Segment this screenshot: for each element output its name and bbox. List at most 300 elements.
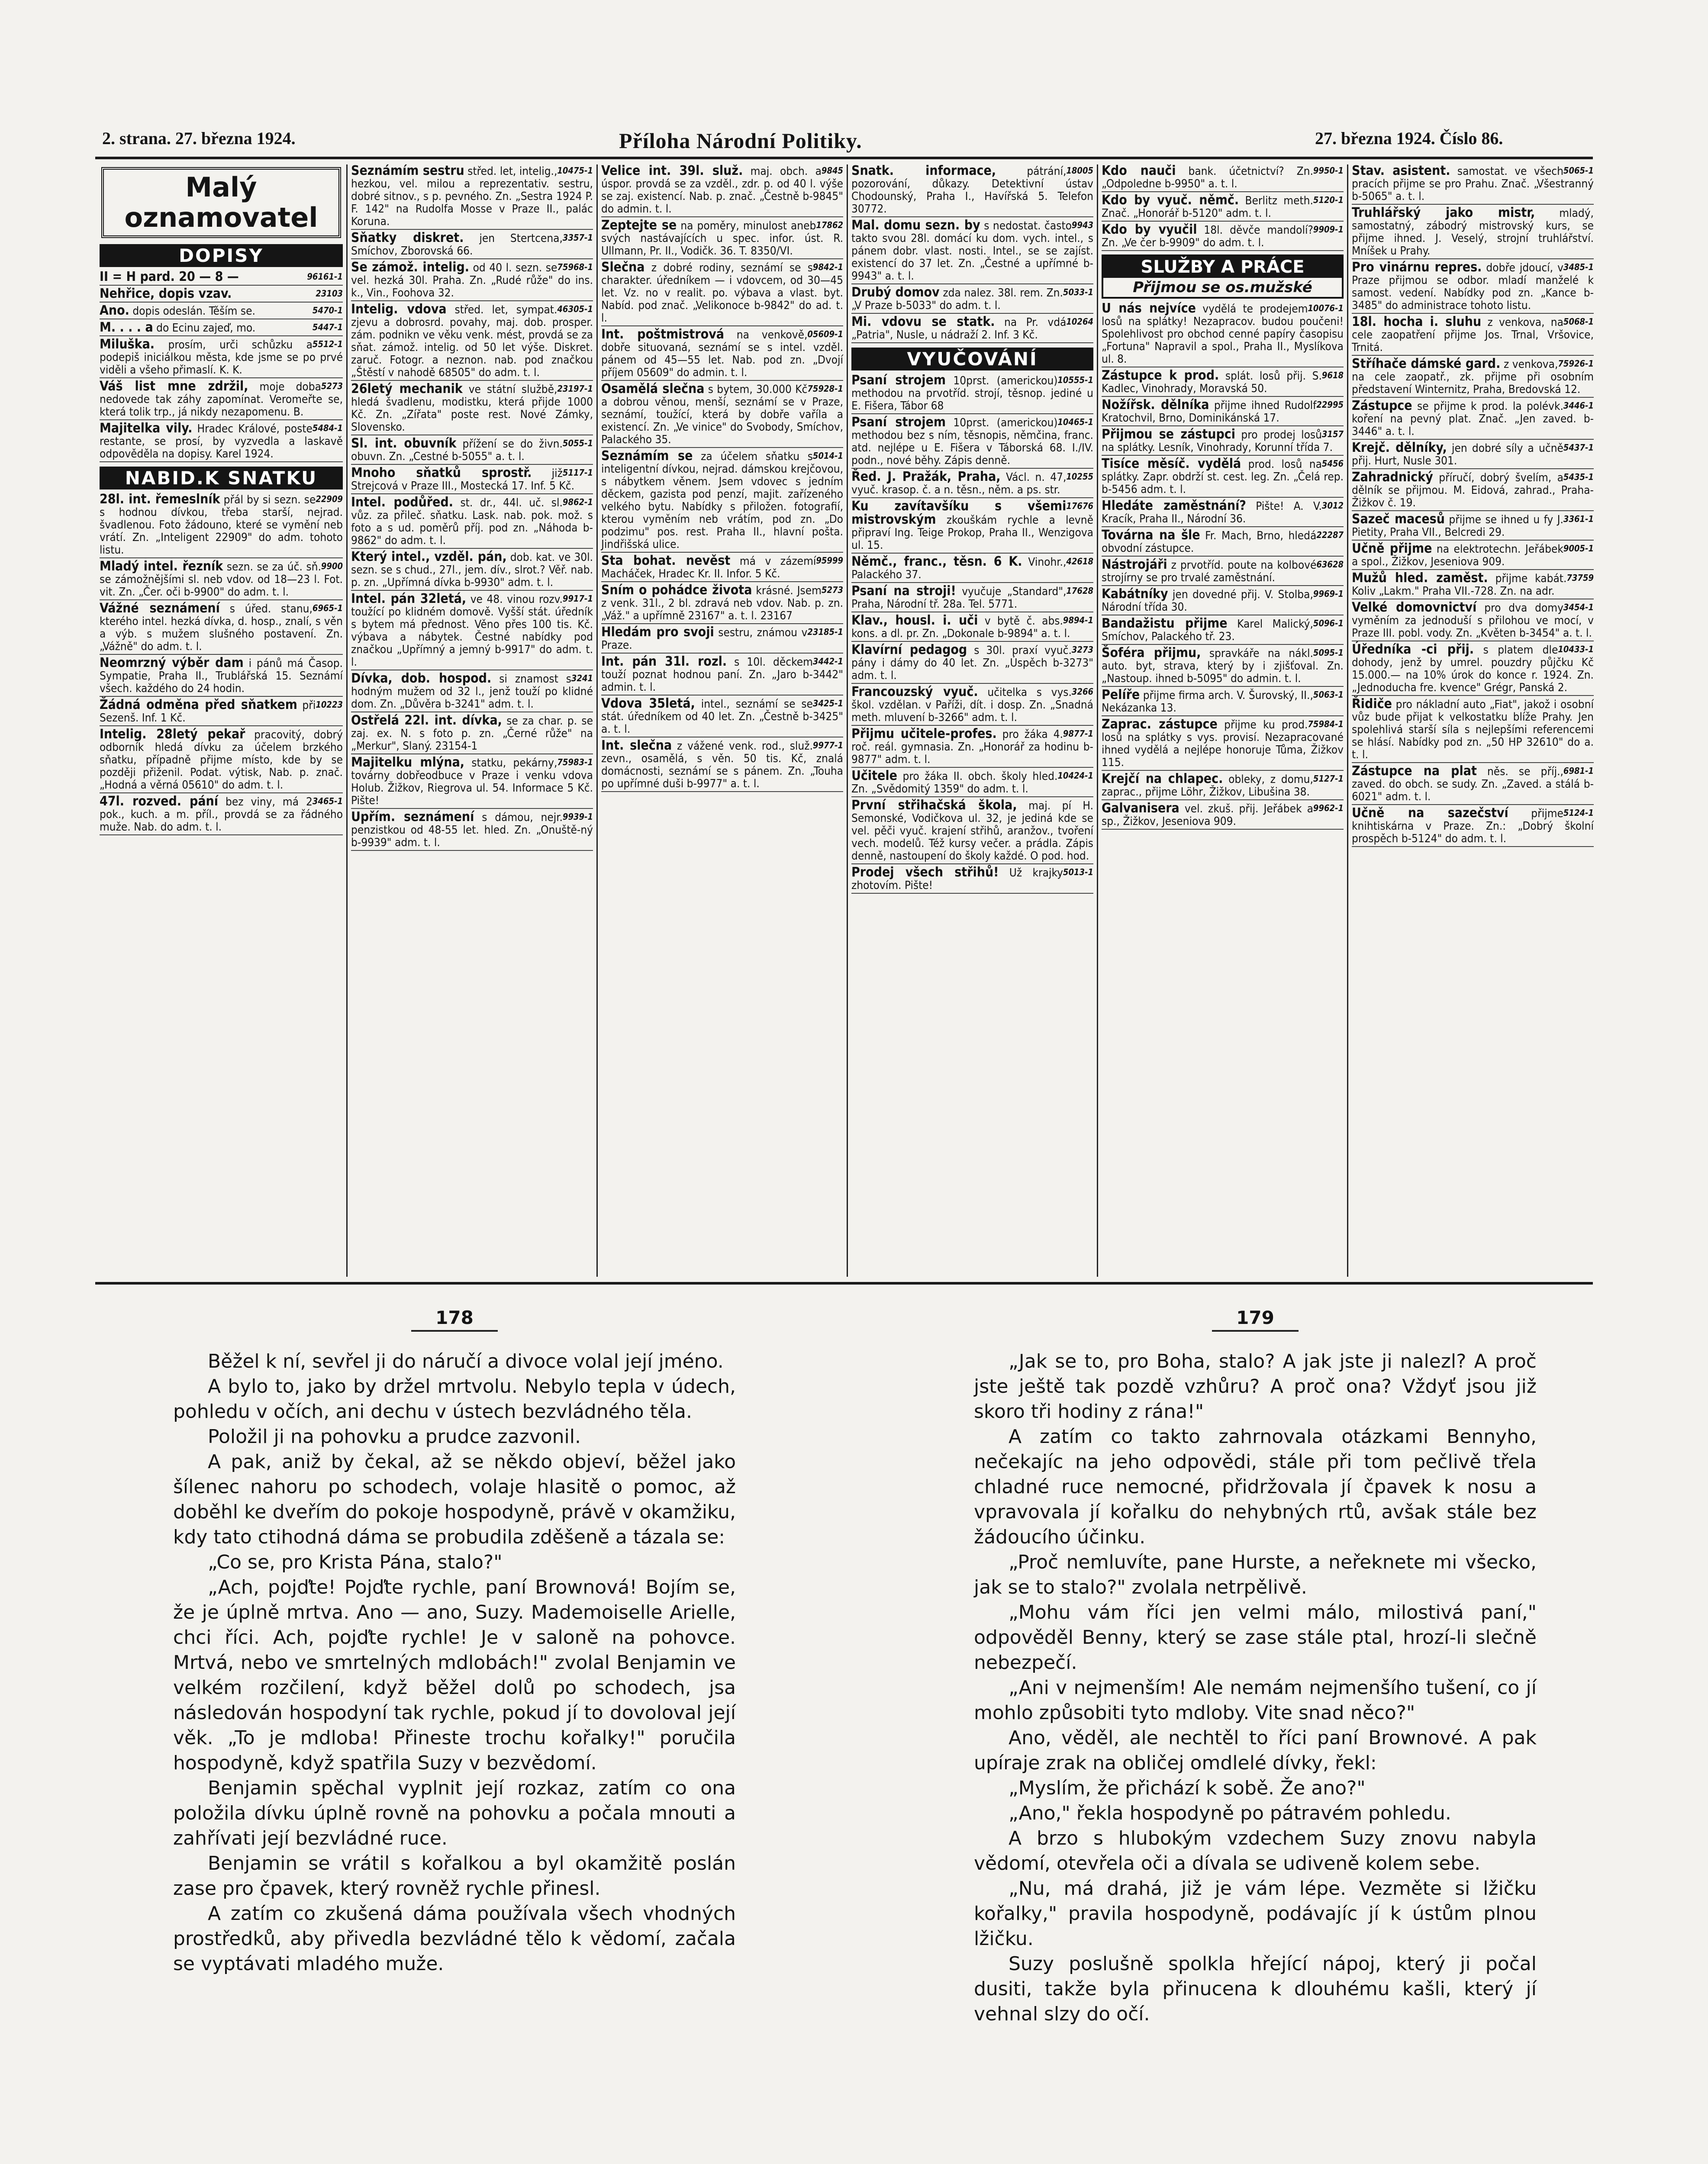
- ad-code: 9969-1: [1313, 589, 1344, 599]
- ad-title: Krejčí na chlapec.: [1102, 771, 1223, 786]
- ad-code: 3442-1: [812, 656, 843, 667]
- classified-ad: [851, 416, 1093, 469]
- ad-code: 63628: [1316, 559, 1344, 570]
- ad-title: Slečna: [601, 260, 645, 275]
- ad-text: si znamost s hodným mužem od 32 l., jenž touží po klidné dom. Zn. „Důvěra b-3241" adm. t. l.: [351, 673, 593, 711]
- classified-ad: [851, 585, 1093, 612]
- classified-ad: [851, 164, 1093, 217]
- ad-code: 42618: [1066, 556, 1093, 567]
- ad-code: 3465-1: [312, 796, 343, 806]
- ad-title: Vdova 35letá,: [601, 696, 695, 711]
- ad-title: Bandažistu přijme: [1102, 616, 1228, 631]
- ad-text: učitelka s vys. škol. vzdělan. v Paříži, dít. i dosp. Zn. „Snadná meth. mluvení b-3266" adm. t. l.: [851, 686, 1093, 724]
- ad-text: z venkova, na cele zaopatření přijme Jos. Trnal, Vršovice, Trnitá.: [1352, 316, 1594, 354]
- classified-ad: [1102, 588, 1344, 615]
- ad-text: bank. účetnictví? Zn. „Odpoledne b-9950" a. t. l.: [1102, 165, 1313, 190]
- classified-ad: [601, 697, 843, 737]
- ad-text: v bytě č. abs. kons. a dl. pr. Zn. „Dokonale b-9894" a. t. l.: [851, 615, 1070, 640]
- ad-code: 9943: [1071, 220, 1093, 230]
- classified-ad: [100, 321, 343, 336]
- ad-title: Přijmou se zástupci: [1102, 427, 1236, 442]
- ad-title: Kdo by vyučil: [1102, 222, 1197, 237]
- ad-title: Sta bohat. nevěst: [601, 553, 731, 568]
- ad-text: již Strejcová v Praze III., Mostecká 17. Inf. 5 Kč.: [351, 467, 575, 493]
- classified-ad: [1352, 542, 1594, 570]
- classified-ad: [1102, 399, 1344, 426]
- ad-text: prod. losů na splátky. Zapr. obdrží st. cest. leg. Zn. „Čelá rep. b-5456 adm. t. l.: [1102, 458, 1344, 496]
- ad-text: pro žáka 4. roč. reál. gymnasia. Zn. „Honorář za hodinu b-9877" adm. t. l.: [851, 728, 1093, 766]
- classified-ad: [601, 450, 843, 553]
- ad-title: Pro vinárnu repres.: [1352, 260, 1482, 275]
- ad-text: jen dovedné přij. V. Stolba, Národní třída 30.: [1102, 588, 1313, 614]
- ad-text: pro nákladní auto „Fiat", jakož i osobní vůz bude přijat k velkostatku blíže Prahy. Jen spolehlivá starší síla s nejlepšími referencemi se hlásí. Nabídky pod zn. „50 HP 32610" do a. t. l.: [1352, 698, 1594, 761]
- ad-text: na elektrotechn. Jeřábek a spol., Žižkov, Jeseniova 909.: [1352, 543, 1563, 568]
- classified-ad: [351, 496, 593, 549]
- classified-ad: [351, 756, 593, 809]
- ad-code: 3454-1: [1563, 602, 1594, 612]
- ad-code: 9939-1: [562, 812, 593, 822]
- ad-code: 46305-1: [557, 304, 593, 314]
- ad-code: 5447-1: [312, 322, 343, 332]
- classified-ad: [1352, 471, 1594, 511]
- ad-text: přál by si sezn. se s hodnou dívkou, třeba starší, nejrad. švadlenou. Foto žádouno, které se vymění neb vrátí. Zn. „Inteligent 22909" do adm. tohoto listu.: [100, 493, 343, 557]
- novel-paragraph: A pak, aniž by čekal, až se někdo objeví, běžel jako šílenec nahoru po schodech, volaje hlasitě o pomoc, až doběhl ke dveřím do pokoje hospodyně, právě v okamžiku, kdy tato ctihodná dáma se probudila zděšeně a tázala se:: [173, 1451, 736, 1548]
- ad-title: Zaprac. zástupce: [1102, 717, 1218, 732]
- ad-code: 3266: [1071, 686, 1093, 697]
- ad-title: 47l. rozved. pání: [100, 794, 218, 809]
- ad-text: pracovitý, dobrý odborník hledá dívku za účelem brzkého sňatku, případně přijme místo, kde by se později přiženil. Podat. výtisk, Nab. p. znač. „Hodná a věrná 05610" do adm. t. l.: [100, 728, 343, 792]
- classified-ad: [351, 261, 593, 301]
- ad-code: 75983-1: [557, 757, 593, 767]
- ad-text: přijme kabát. Koliv „Lakm." Praha VII.-728. Zn. na adr.: [1352, 572, 1567, 598]
- classified-ad: [1102, 617, 1344, 645]
- ad-title: Intel. podůřed.: [351, 495, 453, 510]
- ad-code: 9909-1: [1313, 224, 1344, 235]
- ad-text: z venkova, na cele zaopatř., zk. přijme při osobním představení Winternitz, Praha, Bredovská 12.: [1352, 358, 1594, 396]
- classified-ad: [601, 328, 843, 381]
- section-banner: NABID.K SNATKU: [100, 467, 343, 489]
- ad-code: 5470-1: [312, 305, 343, 316]
- section-banner: DOPISY: [100, 244, 343, 267]
- ad-text: vel. zkuš. přij. Jeřábek a sp., Žižkov, Jeseniova 909.: [1102, 802, 1313, 828]
- ad-text: intel., seznámí se se stát. úředníkem od 40 let. Zn. „Čestně b-3425" a. t. l.: [601, 698, 843, 736]
- ad-title: Zeptejte se: [601, 218, 677, 233]
- ad-code: 22995: [1316, 399, 1344, 410]
- ad-code: 9842-1: [812, 262, 843, 272]
- novel-paragraph: Benjamin spěchal vyplnit její rozkaz, zatím co ona položila dívku úplně rovně na pohovku a počala mnouti a zahřívati její bezvládné ruce.: [173, 1777, 736, 1849]
- ad-text: dobře jdoucí, v Praze přijmou se odbor. mladí manželé k samost. vedení. Nabídky pod zn. „Kance b-3485" do administrace tohoto listu.: [1352, 261, 1594, 312]
- classified-ad: [851, 614, 1093, 642]
- novel-page-right: [974, 1307, 1537, 2164]
- ad-title: Zástupce k prod.: [1102, 368, 1219, 383]
- page-number-left: 178: [411, 1307, 498, 1332]
- ad-code: 3357-1: [562, 232, 593, 243]
- ad-text: zkouškám rychle a levně připraví Ing. Teige Prokop, Praha II., Wenzigova ul. 15.: [851, 514, 1093, 552]
- ad-code: 5095-1: [1313, 647, 1344, 658]
- ad-title: Sl. int. obuvník: [351, 436, 457, 451]
- ad-code: 9977-1: [812, 740, 843, 750]
- ad-text: dob. kat. ve 30l. sezn. se s chud., 27l., jem. dív., slrot.? Věř. nab. p. zn. „Upřímná dívka b-9930" adm. t. l.: [351, 551, 593, 589]
- ad-text: obleky, z domu, zaprac., přijme Löhr, Žižkov, Libušina 38.: [1102, 773, 1313, 799]
- classified-ad: [851, 316, 1093, 343]
- ad-code: 73759: [1566, 573, 1594, 583]
- ad-title: Galvanisera: [1102, 801, 1179, 816]
- classified-ad: [351, 593, 593, 670]
- section-banner-services: [1102, 254, 1344, 299]
- ad-code: 9894-1: [1063, 615, 1093, 625]
- ad-title: Mi. vdovu se statk.: [851, 314, 995, 329]
- novel-paragraph: „Co se, pro Krista Pána, stalo?": [208, 1551, 503, 1573]
- ad-code: 05609-1: [807, 329, 843, 339]
- ad-text: Hradec Králové, poste restante, se prosí, by vyzvedla a laskavě odpověděla na dopisy. Karel 1924.: [100, 422, 343, 460]
- ad-text: sestru, známou v Praze.: [601, 626, 808, 652]
- ad-code: 10264: [1066, 316, 1093, 327]
- ad-text: Pište! A. V. Kracík, Praha II., Národní 36.: [1102, 500, 1322, 525]
- ad-text: vyučuje „Standard", Praha, Národní tř. 28a. Tel. 5771.: [851, 585, 1067, 611]
- ad-text: přijme se ihned u fy J. Pietity, Praha VII., Belcredi 29.: [1352, 513, 1563, 539]
- classified-ad: [1102, 164, 1344, 192]
- ad-text: s platem dle dohody, jenž by umrel. pouzdry půjčku Kč 15.000.— na 10% úrok do konce r. 1924. Zn. „Jednoducha fre. kvence" Grégr, Panská 2.: [1352, 644, 1594, 694]
- classified-ad: [601, 554, 843, 582]
- classified-ad: [851, 470, 1093, 498]
- classified-ad: [851, 219, 1093, 284]
- ad-title: Sním o pohádce života: [601, 583, 752, 598]
- classified-ad: [601, 219, 843, 259]
- ad-code: 9950-1: [1313, 165, 1344, 176]
- header-center: Příloha Národní Politiky.: [619, 129, 862, 153]
- classified-ad: [351, 164, 593, 230]
- ad-title: Seznámím se: [601, 448, 693, 464]
- ad-text: Berlitz meth. Znač. „Honorář b-5120" adm. t. l.: [1102, 194, 1313, 220]
- ad-code: 9845: [821, 165, 843, 176]
- classified-ad: [1102, 689, 1344, 716]
- ad-title: Přijmu učitele-profes.: [851, 726, 997, 741]
- novel-paragraph: „Ano," řekla hospodyně po pátravém pohledu.: [1009, 1802, 1451, 1824]
- classified-ad: [601, 383, 843, 448]
- ad-code: 9900: [321, 561, 343, 571]
- ad-code: 9917-1: [562, 593, 593, 604]
- ad-code: 5096-1: [1313, 618, 1344, 628]
- ad-code: 10255: [1066, 471, 1093, 482]
- ad-title: Mal. domu sezn. by: [851, 218, 980, 233]
- ad-code: 3241: [571, 673, 593, 683]
- classified-ad: [1352, 513, 1594, 541]
- ad-text: Už krajky zhotovím. Pište!: [851, 866, 1063, 892]
- ad-text: na poměry, minulost aneb svých nastávajících u spec. infor. úst. R. Ullmann, Pr. II., Vodičk. 36. T. 8350/VI.: [601, 219, 843, 258]
- ad-code: 5013-1: [1063, 867, 1093, 877]
- ad-title: Továrna na šle: [1102, 528, 1200, 543]
- ad-text: statku, pekárny, továrny dobřeodbuce v Praze i venku vdova Holub. Žižkov, Riegrova ul. 54. Informace 5 Kč. Pište!: [351, 757, 593, 807]
- ad-code: 10076-1: [1308, 303, 1344, 313]
- ad-title: Dívka, dob. hospod.: [351, 671, 492, 686]
- novel-paragraph: A brzo s hlubokým vzdechem Suzy znovu nabyla vědomí, otevřela oči a dívala se udiveně kolem sebe.: [974, 1827, 1537, 1874]
- classified-ad: [851, 555, 1093, 583]
- ad-text: Karel Malický, Smíchov, Palackého tř. 23.: [1102, 618, 1313, 643]
- novel-paragraph: Běžel k ní, sevřel ji do náručí a divoce volal její jméno.: [208, 1350, 724, 1372]
- page-number-right: 179: [1212, 1307, 1299, 1332]
- ad-title: Řed. J. Pražák, Praha,: [851, 469, 1001, 484]
- ad-code: 10223: [316, 699, 343, 710]
- ad-title: 26letý mechanik: [351, 381, 463, 396]
- classified-ad: [351, 303, 593, 381]
- section-title-box: Malý oznamovatel: [101, 167, 341, 238]
- ad-text: přijme firma arch. V. Šurovský, II., Nekázanka 13.: [1102, 689, 1313, 715]
- ad-title: Hledám pro svoji: [601, 625, 714, 640]
- ad-title: Drubý domov: [851, 285, 940, 300]
- classified-ad: [601, 739, 843, 792]
- ad-title: Osamělá slečna: [601, 381, 705, 396]
- ad-code: 5273: [321, 381, 343, 391]
- ad-text: krásné. Jsem z venk. 31l., 2 bl. zdravá neb vdov. Nab. p. zn. „Váž." a upřímně 23167" a. t. l. 23167: [601, 584, 843, 622]
- ad-code: 9962-1: [1313, 803, 1344, 813]
- classified-ad: [1352, 765, 1594, 805]
- novel-paragraph: „Myslím, že přichází k sobě. Že ano?": [1009, 1777, 1366, 1799]
- ad-title: Snatk. informace,: [851, 164, 996, 178]
- ad-text: s 10l. děckem touží poznat hodnou paní. Zn. „Jaro b-3442" admin. t. l.: [601, 656, 843, 694]
- ad-title: Int. pán 31l. rozl.: [601, 654, 727, 669]
- ad-text: samostat. ve všech pracích přijme se pro Prahu. Znač. „Všestranný b-5065" a. t. l.: [1352, 165, 1594, 203]
- ad-code: 5127-1: [1313, 773, 1344, 784]
- novel-text-right: [974, 1349, 1537, 2027]
- ad-title: Který intel., vzděl. pán,: [351, 549, 507, 564]
- ad-code: 5068-1: [1563, 316, 1594, 327]
- ad-code: 3485-1: [1563, 262, 1594, 272]
- ad-code: 10475-1: [557, 165, 593, 176]
- ad-title: Krejč. dělníky,: [1352, 440, 1447, 455]
- ad-text: na Pr. vdá „Patria", Nusle, u nádraží 2. Inf. 3 Kč.: [851, 316, 1067, 341]
- classified-ad: [1352, 572, 1594, 599]
- ad-title: Majitelka vily.: [100, 421, 193, 436]
- ad-text: pátrání, pozorování, důkazy. Detektivní ústav Chodounský, Praha I., Havířská 5. Telefon 30772.: [851, 165, 1093, 216]
- ad-code: 18005: [1066, 165, 1093, 176]
- ad-title: Nehřice, dopis vzav.: [100, 286, 232, 301]
- ad-code: 5063-1: [1313, 689, 1344, 700]
- novel-paragraph: Suzy poslušně spolkla hřející nápoj, který ji počal dusiti, takže byla přinucena k dlouhému kašli, který jí vehnal slzy do očí.: [974, 1953, 1537, 2025]
- ad-code: 23103: [316, 288, 343, 299]
- ad-title: Zástupce na plat: [1352, 763, 1477, 779]
- ad-code: 5065-1: [1563, 165, 1594, 176]
- ad-text: dopis odeslán. Těším se.: [132, 305, 255, 318]
- classified-ad: [100, 795, 343, 835]
- ad-title: Mnoho sňatků sprostř.: [351, 465, 532, 480]
- ad-text: od 40 l. sezn. se vel. hezká 30l. Praha. Zn. „Rudé růže" do ins. k., Vin., Foohova 32.: [351, 261, 593, 299]
- classified-ad: [100, 380, 343, 420]
- ad-code: 5437-1: [1563, 442, 1594, 453]
- ad-title: Psaní strojem: [851, 415, 946, 430]
- ad-text: Fr. Mach, Brno, hledá obvodní zástupce.: [1102, 529, 1317, 555]
- ad-text: spravkáře na nákl. auto. byt, strava, který by i zjišťoval. Zn. „Nastoup. ihned b-5095" do admin. t. l.: [1102, 647, 1344, 685]
- classified-ad: [1102, 718, 1344, 771]
- ad-text: přijme knihtiskárna v Praze. Zn.: „Dobrý školní prospěch b-5124" do adm. t. l.: [1352, 807, 1594, 845]
- ad-title: Vážné seznámení: [100, 601, 220, 616]
- ad-code: 95999: [816, 555, 843, 566]
- ad-title: Klav., housl. i. uči: [851, 613, 978, 628]
- ad-code: 23185-1: [807, 627, 843, 637]
- ad-text: střed. let, intelig., hezkou, vel. milou a reprezentativ. sestru, dobré sitnov., s p. pevného. Zn. „Sestra 1924 P. F. 142" na Rudolfa Mosse v Praze II., palác Koruna.: [351, 165, 593, 228]
- novel-paragraph: A zatím co zkušená dáma používala všech vhodných prostředků, aby přivedla bezvládné tělo k vědomí, začala se vyptávati mladého muže.: [173, 1903, 736, 1975]
- header-rule: [95, 157, 1593, 159]
- ad-text: prosím, urči schůzku a podepiš iniciálkou města, kde jsme se po prvé viděli a všeho přimaslí. K. K.: [100, 338, 343, 377]
- ad-title: Stav. asistent.: [1352, 164, 1450, 178]
- ad-text: do Ecinu zajeď, mo.: [156, 322, 256, 335]
- classified-ad: [601, 164, 843, 217]
- classified-ad: [1352, 164, 1594, 205]
- ad-title: Prodej všech střihů!: [851, 865, 999, 880]
- novel-paragraph: „Nu, má drahá, již je vám lépe. Vezměte si lžičku kořalky," pravila hospodyně, podávajíc jí k ústům plnou lžičku.: [974, 1877, 1537, 1950]
- ad-code: 6965-1: [312, 603, 343, 613]
- novel-page-left: [173, 1307, 736, 2164]
- ad-text: se přijme k prod. la polévk. koření na pevný plat. Znač. „Jen zaved. b-3446" a. t. l.: [1352, 400, 1594, 438]
- ad-column: [96, 164, 346, 1277]
- ad-title: Kdo by vyuč. němč.: [1102, 193, 1239, 208]
- ad-title: Int. poštmistrová: [601, 327, 725, 342]
- ad-code: 5484-1: [312, 423, 343, 433]
- ad-code: 5033-1: [1063, 287, 1093, 297]
- ad-title: Žádná odměna před sňatkem: [100, 697, 297, 712]
- ad-text: bez viny, má 2 pok., kuch. a m. příl., provdá se za řádného muže. Nab. do adm. t. l.: [100, 795, 343, 834]
- ad-text: střed. let, sympat. zjevu a dobrosrd. povahy, maj. dob. prosper. zám. podnikn ve věku venk. mést, provdá se za sňat. zámož. intelig. od 50 let výše. Diskret. zaruč. Fotogr. a neznon. nab. pod značkou „Štěstí v nahodě 68505" do adm. t. l.: [351, 303, 593, 379]
- ad-code: 5120-1: [1313, 195, 1344, 205]
- ad-code: 5055-1: [562, 438, 593, 448]
- ad-code: 17676: [1066, 501, 1093, 511]
- ad-title: Intel. pán 32letá,: [351, 591, 467, 606]
- ad-text: z dobré rodiny, seznámí se s charakter. úředníkem — i vdovcem, od 30—45 let. Vz. no v realit. po. výbava a vlast. byt. Nabíd. pod znač. „Velikonoce b-9842" do ad. t. l.: [601, 261, 843, 325]
- classified-ad: [1352, 807, 1594, 847]
- ad-code: 9877-1: [1063, 728, 1093, 739]
- ad-text: něs. se příj., zaved. do obch. se sudy. Zn. „Zaved. a stálá b-6021" adm. t. l.: [1352, 765, 1594, 803]
- classified-ad: [351, 383, 593, 435]
- ad-text: přijme ku prod. losů na splátky s vys. provisí. Nezapracované ihned vydělá a nejlépe honoruje Tůma, Žižkov 115.: [1102, 718, 1344, 769]
- ad-title: Učně na sazečství: [1352, 805, 1508, 821]
- ad-title: Šoféra přijmu,: [1102, 645, 1201, 660]
- novel-paragraph: Benjamin se vrátil s kořalkou a byl okamžitě poslán zase pro čpavek, který rovněž rychle přinesl.: [173, 1852, 736, 1900]
- ad-title: Tisíce měsíč. vydělá: [1102, 456, 1241, 471]
- classified-ad: [1102, 369, 1344, 397]
- ad-title: Majitelku mlýna,: [351, 755, 465, 770]
- ad-column: [596, 164, 847, 1277]
- ad-title: Kdo nauči: [1102, 164, 1176, 178]
- ad-text: přížení se do živn. obuvn. Zn. „Cestné b-5055" a. t. l.: [351, 438, 563, 463]
- classified-ad: [1352, 441, 1594, 469]
- classified-ad: [100, 699, 343, 726]
- novel-paragraph: Ano, věděl, ale nechtěl to říci paní Brownové. A pak upíraje zrak na obličej omdlelé dívky, řekl:: [974, 1727, 1537, 1774]
- novel-text-left: [173, 1349, 736, 1977]
- classified-ad: [1352, 643, 1594, 696]
- ad-title: Miluška.: [100, 337, 155, 352]
- ad-code: 22909: [316, 494, 343, 504]
- classified-ad: [851, 866, 1093, 894]
- ad-title: Ku zavítavšíku s všemi mistrovským: [851, 499, 1067, 527]
- classified-ad: [1102, 457, 1344, 498]
- ad-text: ve 48. vinou rozv. toužící po klidném domově. Vyšší stát. úředník s bytem má přednost. Věno přes 100 tis. Kč. výbava a nábytek. Čestné nabídky pod značkou „Upřímný a jemný b-9917" do adm. t. l.: [351, 593, 593, 669]
- ad-text: se za char. p. se zaj. ex. N. s foto p. zn. „Černé růže" na „Merkur", Slaný. 23154-1: [351, 715, 593, 753]
- ad-text: 10prst. (americkou) methodou na prvotříd. strojí, těsnop. jediné u E. Fišera, Tábor 68: [851, 374, 1093, 412]
- ad-title: Sazeč macesů: [1352, 512, 1445, 527]
- ad-code: 3446-1: [1563, 400, 1594, 411]
- ad-code: 3012: [1321, 500, 1344, 511]
- ad-title: Psaní strojem: [851, 373, 946, 388]
- ad-text: jen Stertcena, Smíchov, Zborovská 66.: [351, 232, 563, 258]
- ad-code: 75926-1: [1558, 358, 1594, 369]
- ad-title: Úředníka -ci přij.: [1352, 642, 1474, 657]
- classified-ad: [100, 560, 343, 600]
- ad-title: Ostřelá 22l. int. dívka,: [351, 713, 502, 728]
- ad-title: Francouzský vyuč.: [851, 684, 978, 699]
- ad-code: 3273: [1071, 644, 1093, 655]
- classified-ad: [1352, 399, 1594, 440]
- ad-text: pro žáka II. obch. školy hled. Zn. „Svědomitý 1359" do adm. t. l.: [851, 770, 1058, 795]
- classified-ad: [851, 799, 1093, 864]
- novel-paragraph: „Ani v nejmenším! Ale nemám nejmenšího tušení, co jí mohlo způsobiti tyto mdloby. Vite snad něco?": [974, 1677, 1537, 1724]
- classified-ad: [1102, 802, 1344, 830]
- ad-title: Kabátníky: [1102, 586, 1168, 602]
- ad-text: příručí, dobrý švelím, a dělník se přijmou. M. Eidová, zahrad., Praha-Žižkov č. 19.: [1352, 471, 1594, 509]
- classified-ad: [851, 500, 1093, 554]
- ad-code: 5435-1: [1563, 472, 1594, 482]
- classified-ad: [851, 286, 1093, 314]
- ad-title: 18l. hocha i. sluhu: [1352, 314, 1482, 329]
- classified-ad: [100, 602, 343, 655]
- ad-code: 10424-1: [1057, 770, 1093, 781]
- ad-title: Truhlářský jako mistr,: [1352, 205, 1535, 220]
- classified-ad: [1352, 206, 1594, 259]
- classified-ad: [351, 811, 593, 851]
- ad-code: 10555-1: [1057, 375, 1093, 385]
- ad-title: Stříhače dámské gard.: [1352, 356, 1501, 371]
- classified-ad: [100, 657, 343, 697]
- ad-code: 3157: [1321, 429, 1344, 439]
- classified-ad: [601, 584, 843, 624]
- ad-column: [1097, 164, 1347, 1277]
- ad-title: Velké domovnictví: [1352, 600, 1477, 615]
- ad-title: Váš list mne zdržil,: [100, 379, 248, 394]
- classified-ad: [351, 232, 593, 259]
- ad-text: pro dva domy vyměním za jednoduší s přilohou ve mocí, v Praze III. pobl. vody. Zn. „Květen b-3454" a. t. l.: [1352, 602, 1594, 640]
- ad-text: s dámou, nejr. penzistkou od 48-55 let. hled. Zn. „Onuště-ný b-9939" adm. t. l.: [351, 811, 593, 849]
- ad-text: s úřed. stanu, kterého intel. hezká dívka, d. hosp., znalí, s věn a výb. s mužem slušného postavení. Zn. „Vážně" do adm. t. l.: [100, 602, 343, 653]
- ad-title: Intelig. vdova: [351, 302, 447, 317]
- ad-code: 6981-1: [1563, 766, 1594, 776]
- ad-text: pro prodej losů na splátky. Lesník, Vinohrady, Korunní třída 7.: [1102, 428, 1333, 454]
- ad-title: Nástrojáři: [1102, 557, 1167, 572]
- ad-title: Psaní na stroji!: [851, 583, 956, 599]
- classified-ad: [100, 287, 343, 303]
- classified-ad: [851, 686, 1093, 726]
- ad-code: 5456: [1321, 458, 1344, 469]
- section-banner-sub: Přijmou se os.mužské: [1133, 279, 1312, 296]
- classified-ad: [851, 728, 1093, 768]
- ad-text: při Sezenš. Inf. 1 Kč.: [100, 699, 316, 725]
- novel-paragraph: Položil ji na pohovku a prudce zazvonil.: [208, 1426, 581, 1448]
- ad-code: 9005-1: [1563, 543, 1594, 554]
- ad-title: Mužů hled. zaměst.: [1352, 570, 1488, 586]
- ad-title: Neomrzný výběr dam: [100, 655, 244, 670]
- classified-ad: [1352, 316, 1594, 356]
- classified-ad: [1102, 499, 1344, 527]
- ad-title: II = H pard. 20 — 8 —: [100, 269, 239, 284]
- ad-title: M. . . . a: [100, 320, 153, 335]
- classified-ad: [851, 770, 1093, 797]
- ad-code: 10433-1: [1558, 644, 1594, 654]
- ad-text: i pánů má Časop. Sympatie, Praha II., Trublářská 15. Seznámí všech. každého do 24 hodin.: [100, 657, 343, 695]
- ad-title: Intelig. 28letý pekař: [100, 727, 245, 742]
- classified-ad: [1102, 647, 1344, 687]
- novel-paragraph: A zatím co takto zahrnovala otázkami Bennyho, nečekajíc na jeho odpovědi, stále při tom pečlivě třela chladné ruce nemocné, přidržovala jí čpavek k nosu a vpravovala jí kořalku do nehybných rtů, avšak stále bez žádoucího účinku.: [974, 1426, 1537, 1548]
- novel-paragraph: „Ach, pojďte! Pojďte rychle, paní Brownová! Bojím se, že je úplně mrtva. Ano — ano, Suzy. Mademoiselle Arielle, chci říci. Ach, pojďte rychle! Je v saloně na pohovce. Mrtvá, nebo ve smrtelných mdlobách!" zvolal Benjamin ve velkém rozčilení, když běžel dolů po schodech, jsa následován hospodyní tak rychle, pokud jí to dovoloval její věk. „To je mdloba! Přineste trochu kořalky!" poručila hospodyně, když spatřila Suzy v bezvědomí.: [173, 1576, 736, 1774]
- ad-title: Učně přijme: [1352, 541, 1432, 556]
- ad-text: vydělá te prodejem losů na splátky! Nezapracov. budou poučeni! Spolehlivost pro obchod cenné papíry časopisu „Fortuna" Napravil a spol., Praha II., Myslíkova ul. 8.: [1102, 303, 1344, 366]
- ad-text: Vinohr., Palackého 37.: [851, 556, 1067, 581]
